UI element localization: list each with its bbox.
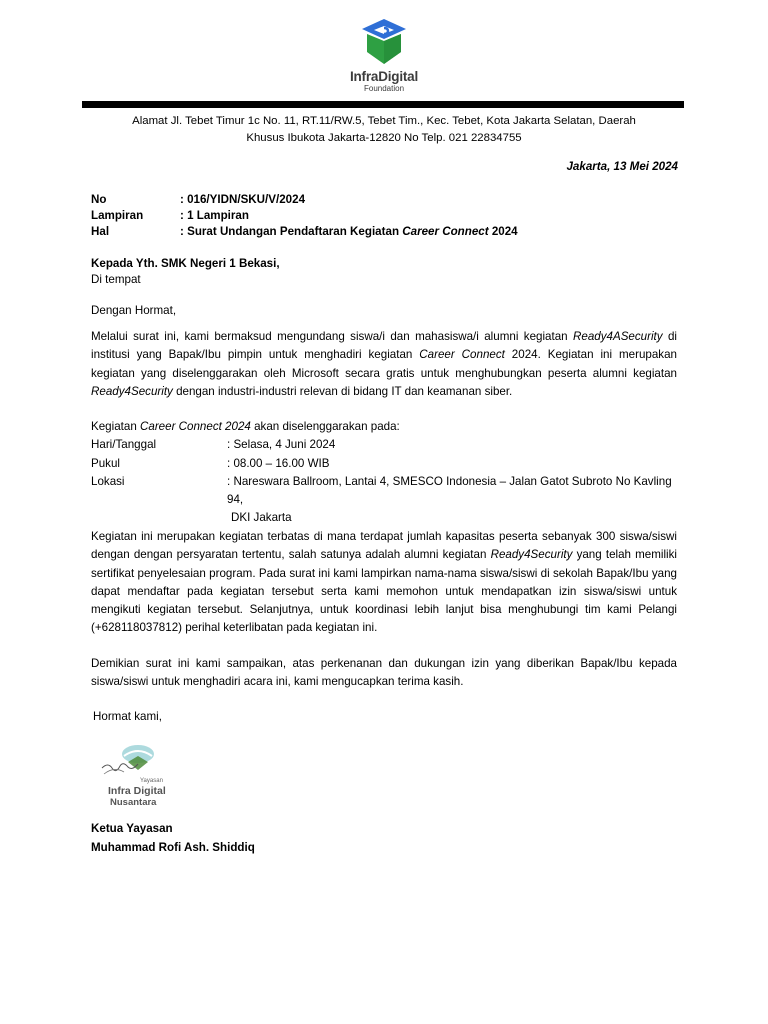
- meta-row-hal: [91, 224, 518, 240]
- recipient-name: Kepada Yth. SMK Negeri 1 Bekasi,: [91, 257, 280, 270]
- location-line-2: DKI Jakarta: [231, 511, 292, 525]
- foundation-logo: [338, 16, 430, 93]
- subject-italic: Career Connect: [402, 225, 489, 238]
- stamp-text-1: Yayasan: [140, 778, 163, 784]
- subject-prefix: : Surat Undangan Pendaftaran Kegiatan: [180, 225, 403, 238]
- meta-row-no: [91, 192, 518, 208]
- event-row-location: [91, 473, 677, 528]
- closing-salutation: Hormat kami,: [93, 710, 162, 723]
- meta-row-lampiran: [91, 208, 518, 224]
- event-row-time: [91, 455, 677, 473]
- event-label: Hari/Tanggal: [91, 438, 157, 452]
- foundation-stamp: [98, 742, 178, 810]
- event-details: [91, 418, 677, 528]
- signatory-title: Ketua Yayasan: [91, 822, 173, 835]
- logo-subtitle: Foundation: [363, 84, 405, 93]
- location-line-1: : Nareswara Ballroom, Lantai 4, SMESCO Indonesia – Jalan Gatot Subroto No Kavling 94,: [227, 474, 672, 507]
- stamp-text-3: Nusantara: [110, 797, 157, 808]
- meta-label: Hal: [91, 225, 110, 238]
- event-value: [227, 473, 677, 528]
- event-intro: Kegiatan Career Connect 2024 akan diselenggarakan pada:: [91, 420, 400, 433]
- paragraph-closing: Demikian surat ini kami sampaikan, atas perkenanan dan dukungan izin yang diberikan Bapak/Ibu kepada siswa/siswi untuk menghadiri acara ini, kami mengucapkan terima kasih.: [91, 657, 677, 689]
- meta-label: Lampiran: [91, 209, 144, 222]
- recipient-block: [91, 256, 280, 288]
- paragraph-details: Kegiatan ini merupakan kegiatan terbatas di mana terdapat jumlah kapasitas peserta sebanyak 300 siswa/siswi dengan dengan persyaratan tertentu, salah satunya adalah alumni kegiatan Ready4Security yang telah memiliki sertifikat penyelesaian program. Pada surat ini kami lampirkan nama-nama siswa/siswi di sekolah Bapak/Ibu yang dapat mendaftar pada kegiatan tersebut serta kami memohon untuk mendapatkan izin siswa/siswi untuk mengikuti kegiatan tersebut. Selanjutnya, untuk koordinasi lebih lanjut bisa menghubungi tim kami Pelangi (+628118037812) perihal keterlibatan pada kegiatan ini.: [91, 530, 678, 635]
- greeting: Dengan Hormat,: [91, 304, 177, 317]
- address-line-1: Alamat Jl. Tebet Timur 1c No. 11, RT.11/RW.5, Tebet Tim., Kec. Tebet, Kota Jakarta Selatan, Daerah: [132, 115, 636, 127]
- signatory-name: Muhammad Rofi Ash. Shiddiq: [91, 840, 255, 854]
- address-line-2: Khusus Ibukota Jakarta-12820 No Telp. 021 22834755: [246, 132, 522, 144]
- paragraph-invitation: Melalui surat ini, kami bermaksud mengundang siswa/i dan mahasiswa/i alumni kegiatan Ready4ASecurity di institusi yang Bapak/Ibu pimpin untuk menghadiri kegiatan Career Connect 2024. Kegiatan ini merupakan kegiatan yang diselenggarakan oleh Microsoft secara gratis untuk menghubungkan peserta alumni kegiatan Ready4Security dengan industri-industri relevan di bidang IT dan keamanan siber.: [91, 330, 677, 398]
- meta-value: : 1 Lampiran: [180, 209, 249, 222]
- graduation-cap-icon: [358, 16, 410, 68]
- letter-meta: [91, 192, 518, 240]
- event-label: Pukul: [91, 456, 121, 470]
- recipient-place: Di tempat: [91, 273, 141, 286]
- header-divider: [82, 101, 684, 108]
- letterhead-address: [90, 113, 678, 147]
- logo-name: InfraDigital: [349, 69, 419, 84]
- event-value: : Selasa, 4 Juni 2024: [227, 438, 336, 452]
- signature-block: [91, 820, 255, 857]
- event-row-date: [91, 436, 677, 454]
- subject-suffix: 2024: [488, 225, 518, 238]
- letter-date: Jakarta, 13 Mei 2024: [566, 160, 678, 173]
- meta-value: : 016/YIDN/SKU/V/2024: [180, 193, 306, 206]
- meta-label: No: [91, 193, 107, 206]
- meta-value: [180, 224, 518, 240]
- stamp-text-2: Infra Digital: [108, 785, 166, 797]
- event-label: Lokasi: [91, 474, 125, 488]
- event-value: : 08.00 – 16.00 WIB: [227, 456, 330, 470]
